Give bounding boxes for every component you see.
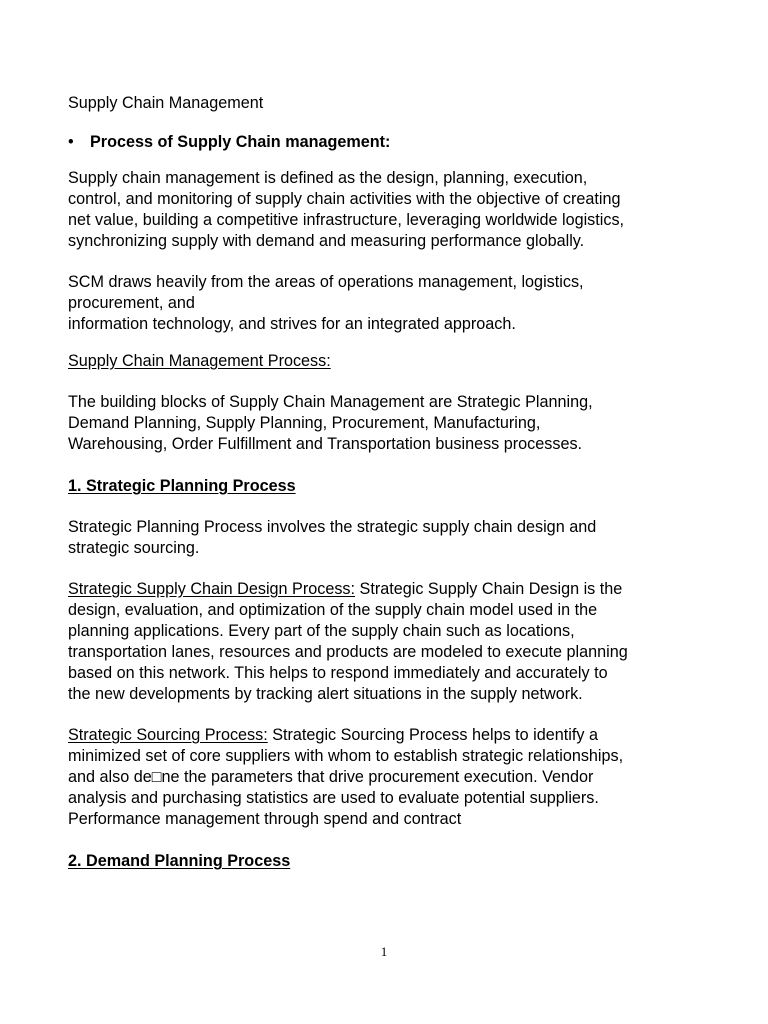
text-line: Supply chain management is defined as the design, planning, execution, (68, 169, 588, 187)
text-line: information technology, and strives for an integrated approach. (68, 315, 516, 333)
text-line: strategic sourcing. (68, 539, 200, 557)
text-line: based on this network. This helps to respond immediately and accurately to (68, 664, 608, 682)
text-line: minimized set of core suppliers with whom to establish strategic relationships, (68, 747, 624, 765)
text-line: analysis and purchasing statistics are used to evaluate potential suppliers. (68, 789, 599, 807)
design-process-intro: Strategic Supply Chain Design is the (355, 580, 623, 598)
bullet-heading (68, 132, 390, 153)
document-title (68, 93, 758, 114)
text-line: Strategic Planning Process involves the strategic supply chain design and (68, 518, 597, 536)
text-line: planning applications. Every part of the supply chain such as locations, (68, 622, 575, 640)
section-heading-1 (68, 476, 758, 497)
sourcing-process-intro: Strategic Sourcing Process helps to identify a (267, 726, 598, 744)
paragraph-building-blocks (68, 392, 758, 455)
paragraph-sourcing-process (68, 725, 758, 830)
paragraph-design-process (68, 579, 758, 705)
text-line: transportation lanes, resources and products are modeled to execute planning (68, 643, 628, 661)
text-line: design, evaluation, and optimization of the supply chain model used in the (68, 601, 598, 619)
section-heading-2 (68, 851, 758, 872)
text-line: SCM draws heavily from the areas of operations management, logistics, (68, 273, 584, 291)
text-line: net value, building a competitive infrastructure, leveraging worldwide logistics, (68, 211, 625, 229)
process-heading (68, 351, 758, 372)
text-line: Demand Planning, Supply Planning, Procurement, Manufacturing, (68, 414, 541, 432)
paragraph-scm (68, 272, 758, 335)
text-line: procurement, and (68, 294, 195, 312)
design-process-label: Strategic Supply Chain Design Process: (68, 580, 356, 598)
title-text: Supply Chain Management (68, 94, 264, 112)
section-heading-2-text: 2. Demand Planning Process (68, 852, 291, 870)
process-heading-text: Supply Chain Management Process: (68, 352, 331, 370)
bullet-heading-text: Process of Supply Chain management: (90, 133, 391, 151)
paragraph-definition (68, 168, 758, 252)
text-line: and also de□ne the parameters that drive procurement execution. Vendor (68, 768, 594, 786)
text-line: Warehousing, Order Fulfillment and Transportation business processes. (68, 435, 583, 453)
text-line: Performance management through spend and contract (68, 810, 462, 828)
text-line (68, 579, 758, 600)
text-line: synchronizing supply with demand and measuring performance globally. (68, 232, 585, 250)
text-line: control, and monitoring of supply chain activities with the objective of creating (68, 190, 621, 208)
section-heading-1-text: 1. Strategic Planning Process (68, 477, 296, 495)
text-line: the new developments by tracking alert situations in the supply network. (68, 685, 583, 703)
bullet-icon: • (68, 133, 74, 151)
text-line (68, 725, 758, 746)
page-number: 1 (380, 944, 388, 959)
text-line: The building blocks of Supply Chain Management are Strategic Planning, (68, 393, 593, 411)
sourcing-process-label: Strategic Sourcing Process: (68, 726, 268, 744)
paragraph-strategic (68, 517, 758, 559)
